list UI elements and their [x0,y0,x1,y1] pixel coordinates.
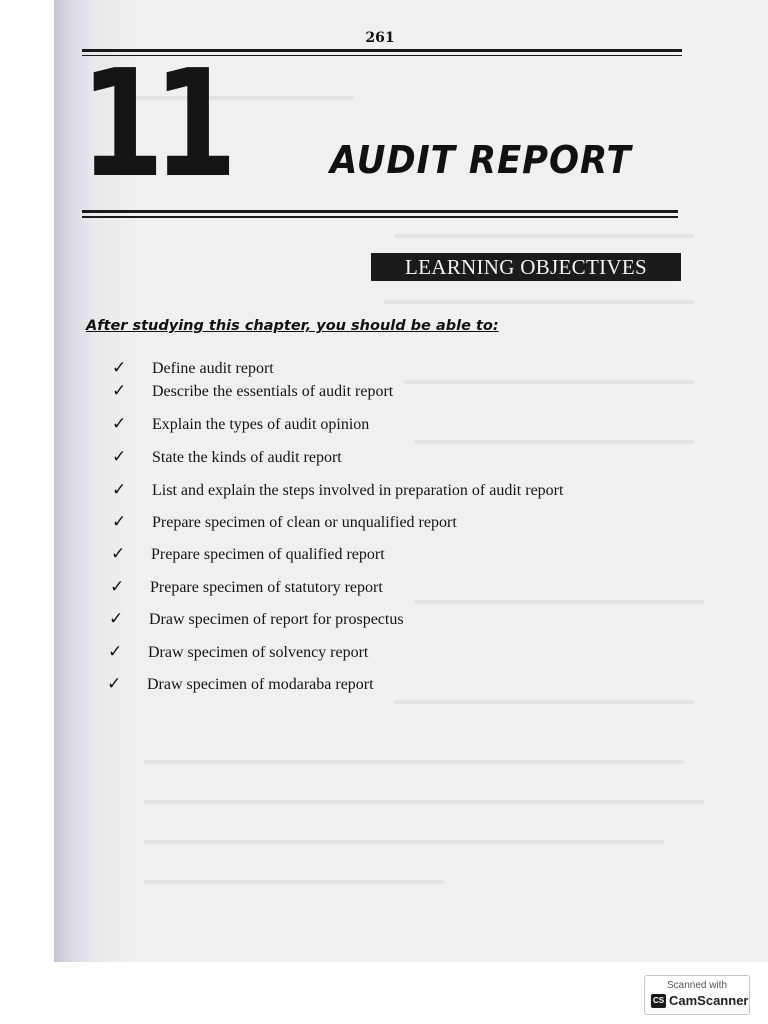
checkmark-icon: ✓ [107,674,122,694]
checkmark-icon: ✓ [112,358,127,378]
camscanner-logo-icon: CS [651,994,666,1008]
checkmark-icon: ✓ [112,480,127,500]
objective-text: Define audit report [152,360,274,377]
show-through-text [144,880,444,884]
heading-rule-thick [82,210,678,213]
objectives-intro: After studying this chapter, you should be able to: [86,318,499,334]
show-through-text [144,800,704,804]
show-through-text [414,600,704,604]
objective-text: Explain the types of audit opinion [152,416,370,433]
show-through-text [384,300,694,304]
page-number: 261 [365,30,395,46]
checkmark-icon: ✓ [110,577,125,597]
objective-text: Prepare specimen of qualified report [151,546,385,563]
objective-text: Prepare specimen of clean or unqualified report [152,514,457,531]
objective-text: List and explain the steps involved in preparation of audit report [152,482,564,499]
checkmark-icon: ✓ [112,414,127,434]
checkmark-icon: ✓ [112,447,127,467]
objective-text: Describe the essentials of audit report [152,383,394,400]
scanner-caption: Scanned with [666,980,728,991]
chapter-title: AUDIT REPORT [330,138,632,182]
checkmark-icon: ✓ [108,642,123,662]
objective-text: Draw specimen of modaraba report [147,676,374,693]
checkmark-icon: ✓ [112,512,127,532]
chapter-number: 11 [80,38,226,210]
learning-objectives-banner: LEARNING OBJECTIVES [371,253,681,281]
show-through-text [144,840,664,844]
checkmark-icon: ✓ [111,544,126,564]
show-through-text [394,700,694,704]
scanner-name: CamScanner [669,993,749,1008]
show-through-text [394,234,694,238]
heading-rule-thin [82,216,678,218]
show-through-text [144,760,684,764]
objective-text: Prepare specimen of statutory report [150,579,383,596]
show-through-text [414,440,694,444]
objective-text: State the kinds of audit report [152,449,342,466]
checkmark-icon: ✓ [109,609,124,629]
objective-text: Draw specimen of solvency report [148,644,369,661]
show-through-text [404,380,694,384]
camscanner-watermark [644,975,750,1015]
checkmark-icon: ✓ [112,381,127,401]
objective-text: Draw specimen of report for prospectus [149,611,404,628]
